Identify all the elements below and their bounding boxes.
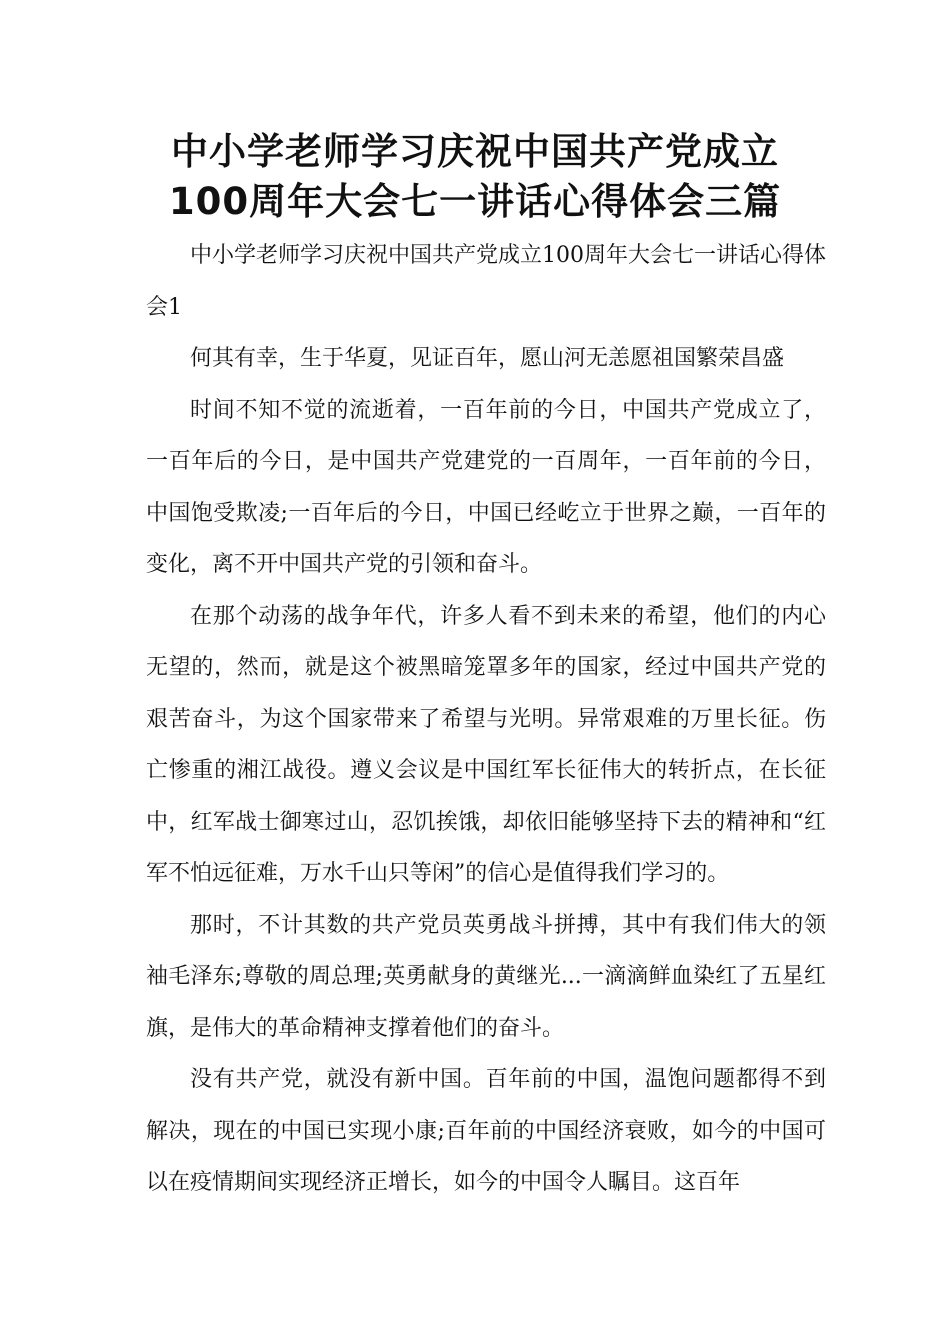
paragraph-5: 没有共产党，就没有新中国。百年前的中国，温饱问题都得不到解决，现在的中国已实现小康;百年前的中国经济衰败，如今的中国可以在疫情期间实现经济正增长，如今的中国令人瞩目。这百年 — [146, 1067, 826, 1195]
paragraph-4: 那时，不计其数的共产党员英勇战斗拼搏，其中有我们伟大的领袖毛泽东;尊敬的周总理;英勇献身的黄继光...一滴滴鲜血染红了五星红旗，是伟大的革命精神支撑着他们的奋斗。 — [146, 912, 826, 1041]
paragraph-3: 在那个动荡的战争年代，许多人看不到未来的希望，他们的内心无望的，然而，就是这个被黑暗笼罩多年的国家，经过中国共产党的艰苦奋斗，为这个国家带来了希望与光明。异常艰难的万里长征。伤亡惨重的湘江战役。遵义会议是中国红军长征伟大的转折点，在长征中，红军战士御寒过山，忍饥挨饿，却依旧能够坚持下去的精神和“红军不怕远征难，万水千山只等闲”的信心是值得我们学习的。 — [146, 603, 826, 886]
document-body — [146, 230, 826, 1209]
document-title-line-2: 100周年大会七一讲话心得体会三篇 — [168, 180, 782, 223]
paragraph-1: 何其有幸，生于华夏，见证百年，愿山河无恙愿祖国繁荣昌盛 — [190, 346, 785, 371]
paragraph-2: 时间不知不觉的流逝着，一百年前的今日，中国共产党成立了，一百年后的今日，是中国共产党建党的一百周年，一百年前的今日，中国饱受欺凌;一百年后的今日，中国已经屹立于世界之巅，一百年的变化，离不开中国共产党的引领和奋斗。 — [146, 397, 826, 577]
document-title-line-1: 中小学老师学习庆祝中国共产党成立 — [171, 130, 779, 173]
paragraph-subtitle: 中小学老师学习庆祝中国共产党成立100周年大会七一讲话心得体会1 — [146, 243, 826, 320]
